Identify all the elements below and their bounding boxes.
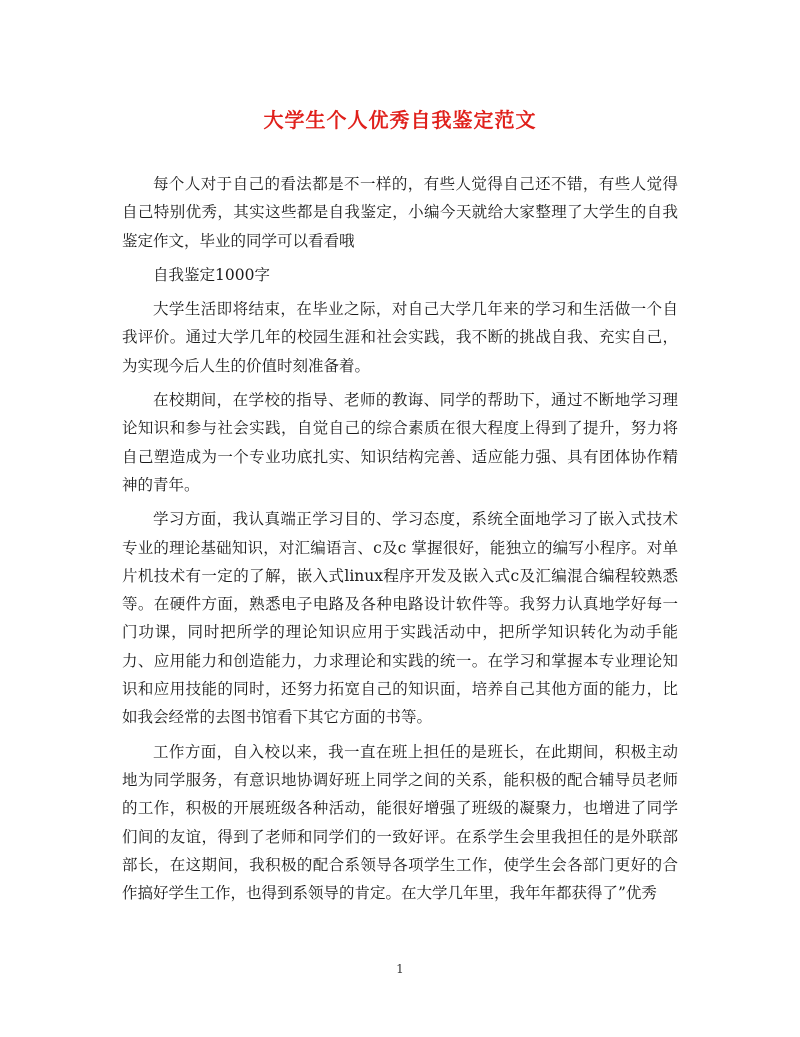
paragraph-study: 学习方面，我认真端正学习目的、学习态度，系统全面地学习了嵌入式技术专业的理论基础知识，对汇编语言、c及c 掌握很好，能独立的编写小程序。对单片机技术有一定的了解，嵌入式linux程序开发及嵌入式c及汇编混合编程较熟悉等。在硬件方面，熟悉电子电路及各种电路设计软件等。我努力认真地学好每一门功课，同时把所学的理论知识应用于实践活动中，把所学知识转化为动手能力、应用能力和创造能力，力求理论和实践的统一。在学习和掌握本专业理论知识和应用技能的同时，还努力拓宽自己的知识面，培养自己其他方面的能力，比如我会经常的去图书馆看下其它方面的书等。	[122, 510, 678, 727]
document-body	[122, 170, 678, 913]
paragraph-work: 工作方面，自入校以来，我一直在班上担任的是班长，在此期间，积极主动地为同学服务，有意识地协调好班上同学之间的关系，能积极的配合辅导员老师的工作，积极的开展班级各种活动，能很好增强了班级的凝聚力，也增进了同学们间的友谊，得到了老师和同学们的一致好评。在系学生会里我担任的是外联部部长，在这期间，我积极的配合系领导各项学生工作，使学生会各部门更好的合作搞好学生工作，也得到系领导的肯定。在大学几年里，我年年都获得了”优秀	[122, 742, 678, 903]
document-title: 大学生个人优秀自我鉴定范文	[263, 108, 537, 132]
paragraph-school-period: 在校期间，在学校的指导、老师的教诲、同学的帮助下，通过不断地学习理论知识和参与社会实践，自觉自己的综合素质在很大程度上得到了提升，努力将自己塑造成为一个专业功底扎实、知识结构完善、适应能力强、具有团体协作精神的青年。	[122, 391, 678, 494]
paragraph-graduation: 大学生活即将结束，在毕业之际，对自己大学几年来的学习和生活做一个自我评价。通过大学几年的校园生涯和社会实践，我不断的挑战自我、充实自己，为实现今后人生的价值时刻准备着。	[122, 300, 678, 375]
paragraph-subheading: 自我鉴定1000字	[153, 265, 270, 284]
page-number: 1	[396, 962, 404, 976]
paragraph-intro: 每个人对于自己的看法都是不一样的，有些人觉得自己还不错，有些人觉得自己特别优秀，其实这些都是自我鉴定，小编今天就给大家整理了大学生的自我鉴定作文，毕业的同学可以看看哦	[122, 175, 678, 250]
